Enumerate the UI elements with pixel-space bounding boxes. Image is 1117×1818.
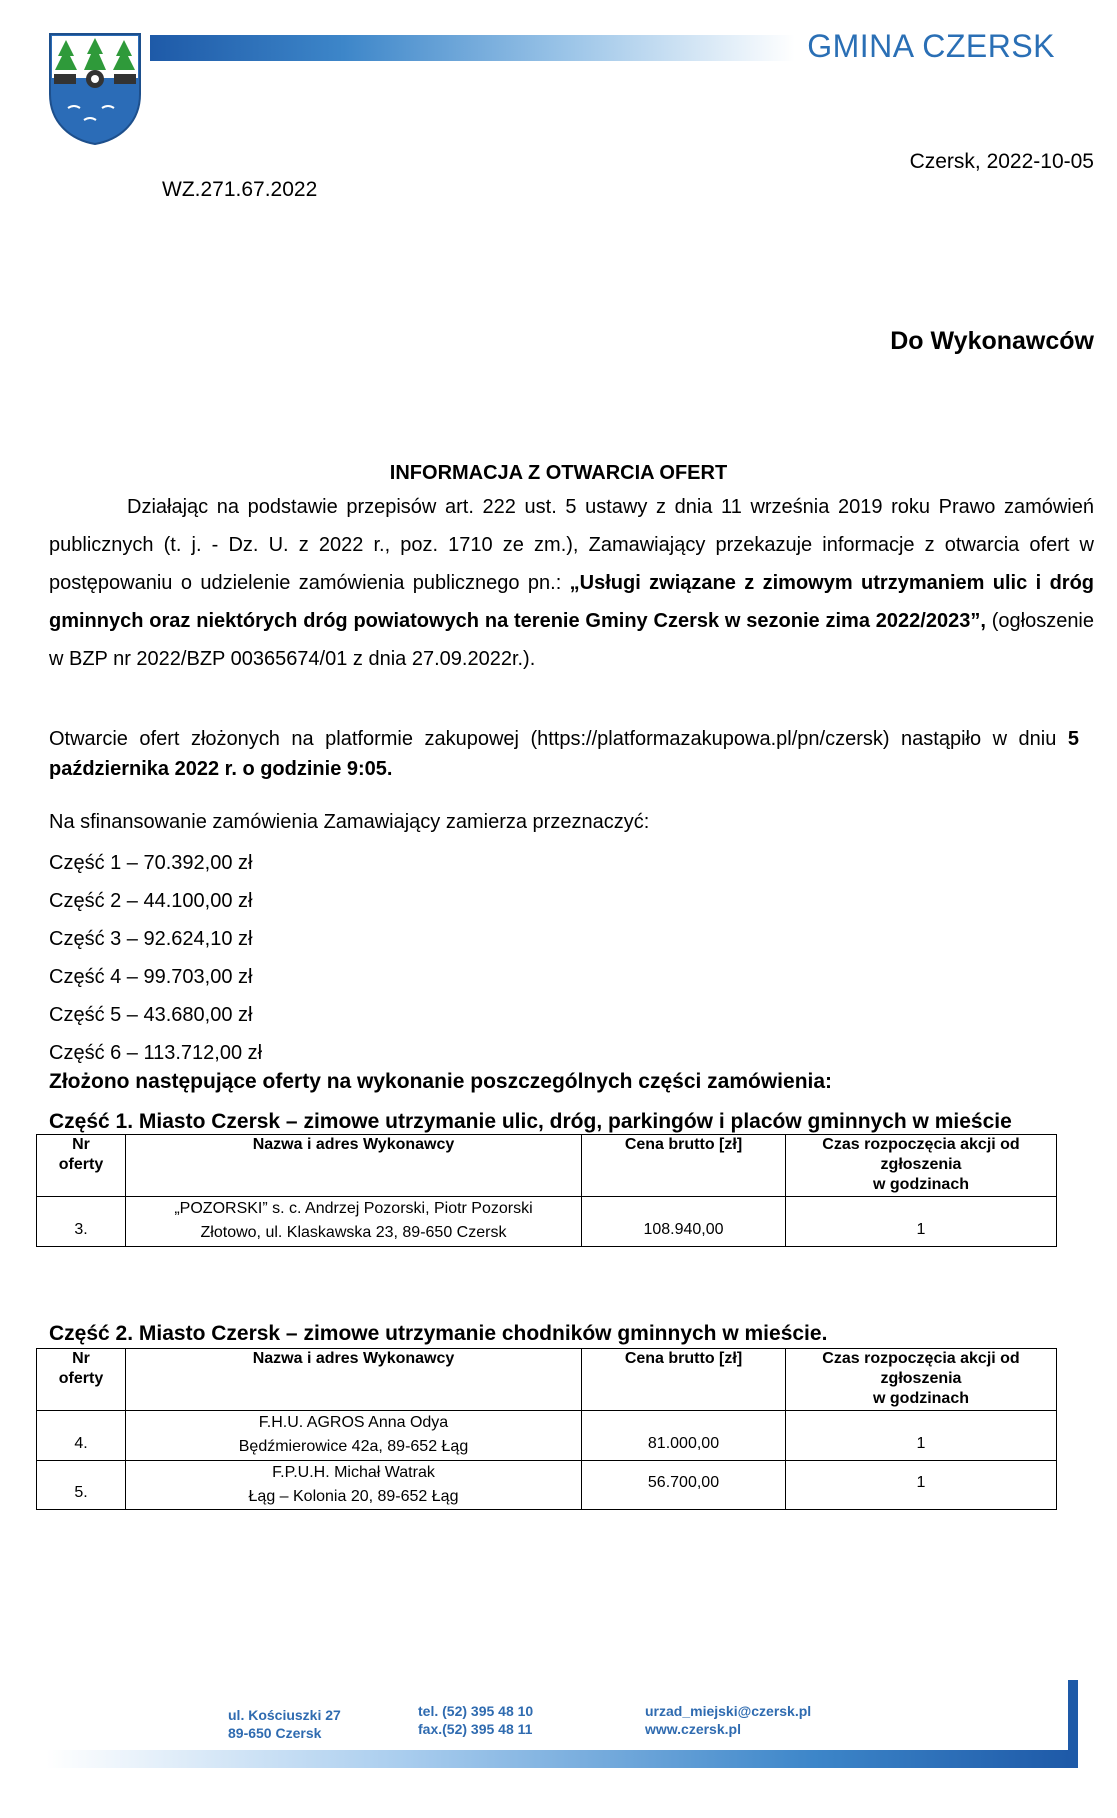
header-nr: Nr oferty (37, 1135, 126, 1197)
municipality-name: GMINA CZERSK (807, 28, 1055, 64)
table-row (37, 1411, 1057, 1461)
budget-item: Część 5 – 43.680,00 zł (49, 1004, 253, 1026)
header-name: Nazwa i adres Wykonawcy (126, 1349, 582, 1411)
response-time: 1 (786, 1197, 1057, 1247)
table-row (37, 1461, 1057, 1510)
header-price: Cena brutto [zł] (582, 1349, 786, 1411)
part-2-title: Część 2. Miasto Czersk – zimowe utrzymanie chodników gminnych w mieście. (49, 1322, 828, 1345)
budget-item: Część 4 – 99.703,00 zł (49, 966, 253, 988)
part-1-offers-table (36, 1134, 1057, 1247)
footer-phone: tel. (52) 395 48 10 fax.(52) 395 48 11 (418, 1703, 534, 1737)
document-date: Czersk, 2022-10-05 (909, 150, 1094, 173)
budget-item: Część 3 – 92.624,10 zł (49, 928, 253, 950)
offer-price: 56.700,00 (582, 1461, 786, 1510)
offer-price: 81.000,00 (582, 1411, 786, 1461)
opening-text: Otwarcie ofert złożonych na platformie zakupowej (https://platformazakupowa.pl/pn/czersk) nastąpiło w dniu (49, 728, 1068, 750)
contractor-address: Złotowo, ul. Klaskawska 23, 89-650 Czersk (200, 1224, 507, 1241)
footer-accent-bar (1068, 1680, 1078, 1768)
budget-item: Część 1 – 70.392,00 zł (49, 852, 253, 874)
response-time: 1 (786, 1461, 1057, 1510)
offers-heading: Złożono następujące oferty na wykonanie poszczególnych części zamówienia: (49, 1070, 833, 1093)
budget-item: Część 6 – 113.712,00 zł (49, 1042, 263, 1064)
contract-name: „Usługi związane z zimowym utrzymaniem ulic i dróg gminnych oraz niektórych dróg powiatowych na terenie Gminy Czersk w sezonie zima 2022/2023”, (49, 572, 1095, 632)
contractor-name: F.H.U. AGROS Anna Odya (258, 1414, 449, 1431)
contractor-name: F.P.U.H. Michał Watrak (272, 1464, 435, 1481)
table-header-row (37, 1349, 1057, 1411)
footer-gradient-bar (46, 1750, 1070, 1768)
contractor-address: Łąg – Kolonia 20, 89-652 Łąg (248, 1488, 459, 1505)
header-time: Czas rozpoczęcia akcji od zgłoszenia w godzinach (786, 1349, 1057, 1411)
contractor (126, 1411, 582, 1461)
contractor (126, 1197, 582, 1247)
header-time: Czas rozpoczęcia akcji od zgłoszenia w godzinach (786, 1135, 1057, 1197)
footer-website[interactable]: www.czersk.pl (645, 1721, 741, 1737)
contractor-name: „POZORSKI” s. c. Andrzej Pozorski, Piotr Pozorski (174, 1200, 533, 1217)
header-price: Cena brutto [zł] (582, 1135, 786, 1197)
intro-text: Działając na podstawie przepisów art. 222 ust. 5 ustawy z dnia 11 września 2019 roku Prawo zamówień publicznych (t. j. - Dz. U. z 2022 r., poz. 1710 ze zm.), Zamawiający przekazuje informacje z otwarcia ofert w postępowaniu o udzielenie zamówienia publicznego pn.: (49, 496, 1094, 594)
offer-number: 4. (37, 1411, 126, 1461)
header-gradient-bar (150, 35, 795, 61)
header-nr: Nr oferty (37, 1349, 126, 1411)
offer-number: 5. (37, 1461, 126, 1510)
coat-of-arms-logo (46, 32, 144, 146)
offer-number: 3. (37, 1197, 126, 1247)
budget-item: Część 2 – 44.100,00 zł (49, 890, 253, 912)
part-2-offers-table (36, 1348, 1057, 1510)
reference-number: WZ.271.67.2022 (162, 178, 318, 201)
intro-tail: (ogłoszenie w BZP nr 2022/BZP 00365674/01 z dnia 27.09.2022r.). (49, 610, 1095, 670)
header-name: Nazwa i adres Wykonawcy (126, 1135, 582, 1197)
contractor-address: Będźmierowice 42a, 89-652 Łąg (238, 1438, 469, 1455)
document-title: INFORMACJA Z OTWARCIA OFERT (389, 462, 728, 484)
intro-paragraph (49, 488, 1094, 678)
table-row (37, 1197, 1057, 1247)
addressee: Do Wykonawców (890, 327, 1094, 355)
footer-email[interactable]: urzad_miejski@czersk.pl (645, 1703, 812, 1719)
budget-intro: Na sfinansowanie zamówienia Zamawiający zamierza przeznaczyć: (49, 811, 650, 833)
opening-datetime: 5 października 2022 r. o godzinie 9:05. (49, 728, 1079, 780)
part-1-title: Część 1. Miasto Czersk – zimowe utrzymanie ulic, dróg, parkingów i placów gminnych w mieście (49, 1110, 1012, 1133)
opening-paragraph (49, 724, 1079, 784)
table-header-row (37, 1135, 1057, 1197)
response-time: 1 (786, 1411, 1057, 1461)
offer-price: 108.940,00 (582, 1197, 786, 1247)
footer-contact (645, 1702, 811, 1738)
footer-address: ul. Kościuszki 27 89-650 Czersk (228, 1707, 341, 1741)
contractor (126, 1461, 582, 1510)
